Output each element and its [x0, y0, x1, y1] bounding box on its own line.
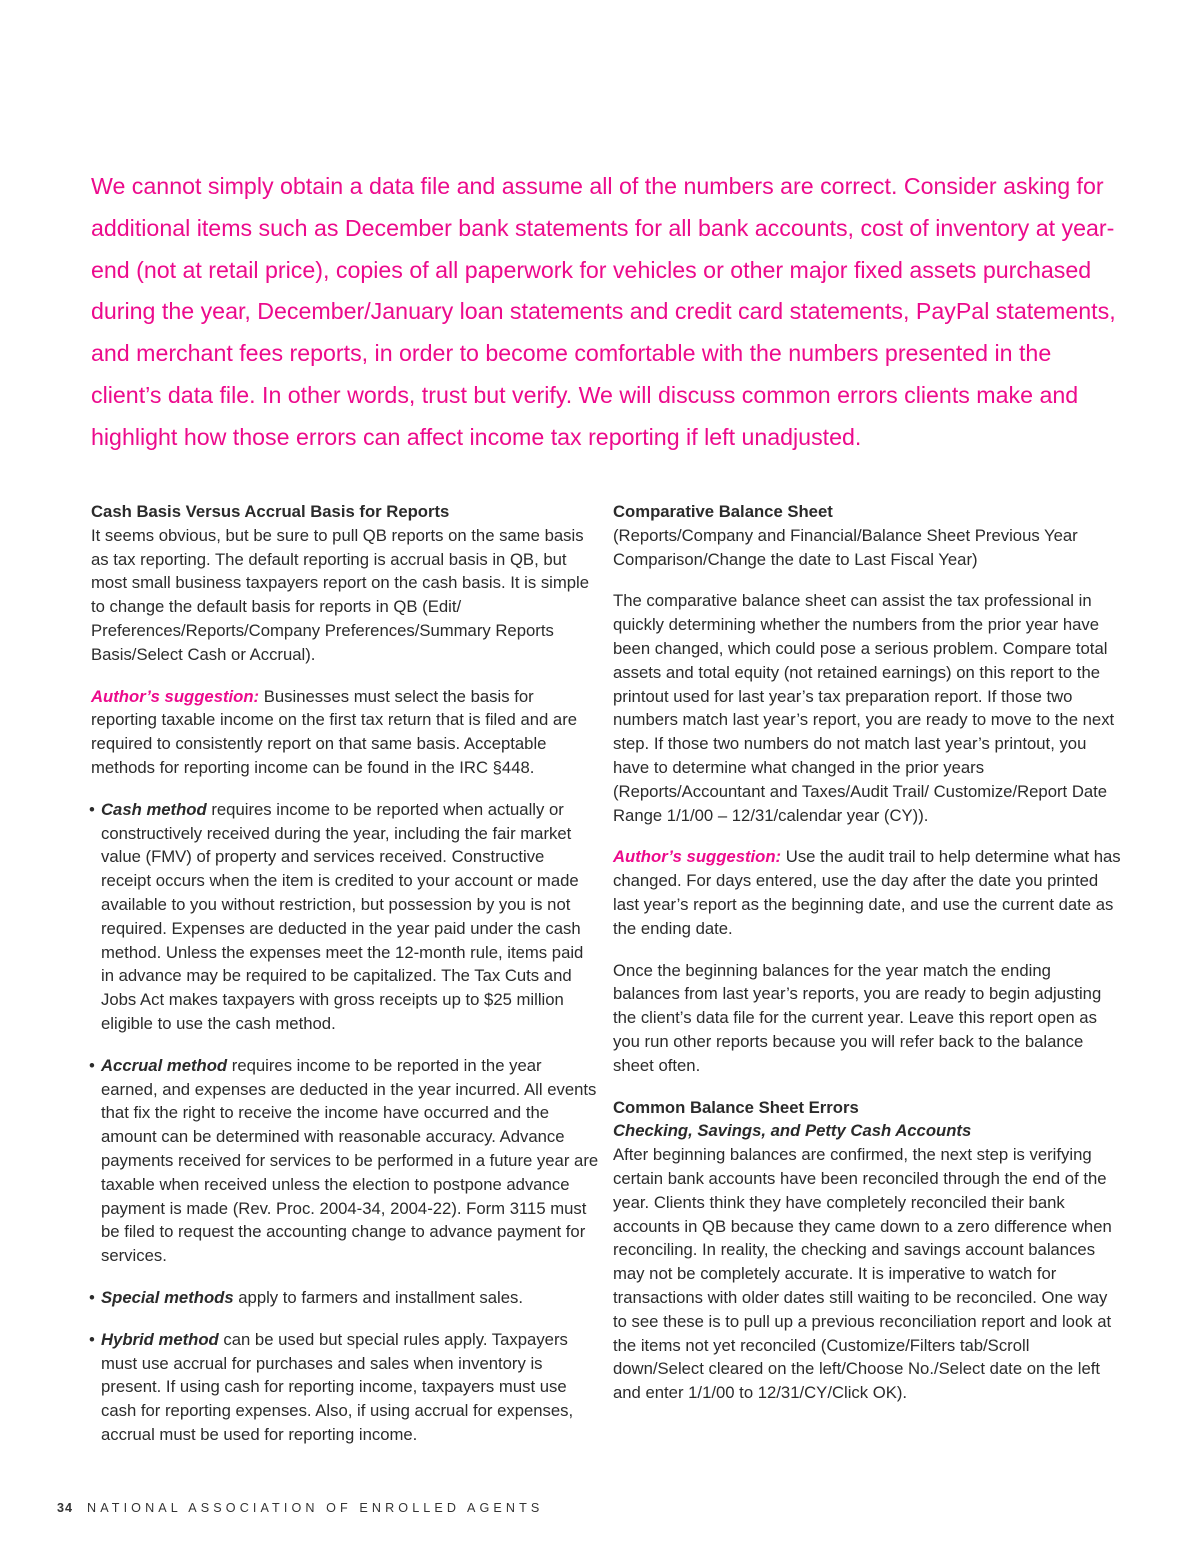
desc-cash-method: requires income to be reported when actually or constructively received during the year, including the fair market value (FMV) of property and services received. Constructive receipt occurs when the item is credited to your account or made available to you without restriction, but possession by you is not required. Expenses are deducted in the year paid under the cash method. Unless the expenses meet the 12-month rule, items paid in advance may be required to be capitalized. The Tax Cuts and Jobs Act makes taxpayers with gross receipts up to $25 million eligible to use the cash method. [101, 799, 584, 1033]
list-item-accrual-method [91, 1054, 599, 1268]
list-item-cash-method [91, 798, 599, 1036]
section-heading-common-errors: Common Balance Sheet Errors [613, 1097, 859, 1117]
term-special-methods: Special methods [101, 1287, 234, 1307]
intro-callout: We cannot simply obtain a data file and assume all of the numbers are correct. Consider asking for additional items such as December bank statements for all bank accounts, cost of inventory at year-end (not at retail price), copies of all paperwork for vehicles or other major fixed assets purchased during the year, December/January loan statements and credit card statements, PayPal statements, and merchant fees reports, in order to become comfortable with the numbers presented in the client’s data file. In other words, trust but verify. We will discuss common errors clients make and highlight how those errors can affect income tax reporting if left unadjusted. [91, 173, 1116, 450]
author-suggestion-text: Businesses must select the basis for reporting taxable income on the first tax return that is filed and are required to consistently report on that same basis. Acceptable methods for reporting income can be found in the IRC §448. [91, 686, 578, 777]
footer-org-name: NATIONAL ASSOCIATION OF ENROLLED AGENTS [87, 1501, 544, 1515]
left-column [91, 500, 599, 1465]
list-item-hybrid-method [91, 1328, 599, 1447]
term-accrual-method: Accrual method [101, 1055, 228, 1075]
term-hybrid-method: Hybrid method [101, 1329, 219, 1349]
right-column [613, 500, 1121, 1405]
author-suggestion-label: Author’s suggestion: [613, 847, 782, 867]
beginning-balances-paragraph: Once the beginning balances for the year match the ending balances from last year’s reports, you are ready to begin adjusting the client’s data file for the current year. Leave this report open as you run other reports because you will refer back to the balance sheet often. [613, 960, 1102, 1075]
term-cash-method: Cash method [101, 799, 207, 819]
desc-accrual-method: requires income to be reported in the year earned, and expenses are deducted in the year incurred. All events that fix the right to receive the income have occurred and the amount can be determined with reasonable accuracy. Advance payments received for services to be performed in a future year are taxable when received unless the election to postpone advance payment is made (Rev. Proc. 2004-34, 2004-22). Form 3115 must be filed to request the accounting change to advance payment for services. [101, 1055, 599, 1266]
author-suggestion-right [613, 845, 1121, 940]
reconciliation-paragraph: After beginning balances are confirmed, the next step is verifying certain bank accounts have been reconciled through the end of the year. Clients think they have completely reconciled their bank accounts in QB because they came down to a zero difference when reconciling. In reality, the checking and savings account balances may not be completely accurate. It is imperative to watch for transactions with older dates still waiting to be reconciled. One way to see these is to pull up a previous reconciliation report and look at the items not yet reconciled (Customize/Filters tab/Scroll down/Select cleared on the left/Choose No./Select date on the left and enter 1/1/00 to 12/31/CY/Click OK). [613, 1145, 1112, 1403]
report-path: (Reports/Company and Financial/Balance Sheet Previous Year Comparison/Change the date to Last Fiscal Year) [613, 525, 1078, 569]
author-suggestion-text: Use the audit trail to help determine what has changed. For days entered, use the day after the date you printed last year’s report as the beginning date, and use the current date as the ending date. [613, 847, 1121, 938]
author-suggestion-left [91, 685, 599, 780]
list-item-special-methods [91, 1286, 599, 1310]
page-number: 34 [57, 1501, 74, 1515]
page-footer [57, 1501, 543, 1515]
comparative-paragraph: The comparative balance sheet can assist the tax professional in quickly determining whether the numbers from the prior year have been changed, which could pose a serious problem. Compare total assets and total equity (not retained earnings) on this report to the printout used for last year’s tax preparation report. If those two numbers match last year’s report, you are ready to move to the next step. If those two numbers do not match last year’s printout, you have to determine what changed in the prior years (Reports/Accountant and Taxes/Audit Trail/ Customize/Report Date Range 1/1/00 – 12/31/calendar year (CY)). [613, 591, 1115, 825]
cash-accrual-paragraph: It seems obvious, but be sure to pull QB reports on the same basis as tax reporting. The default reporting is accrual basis in QB, but most small business taxpayers report on the cash basis. It is simple to change the default basis for reports in QB (Edit/ Preferences/Reports/Company Preferences/Summary Reports Basis/Select Cash or Accrual). [91, 525, 590, 664]
section-heading-cash-accrual: Cash Basis Versus Accrual Basis for Reports [91, 502, 450, 521]
desc-special-methods: apply to farmers and installment sales. [233, 1287, 524, 1307]
section-heading-comparative-balance-sheet: Comparative Balance Sheet [613, 502, 833, 521]
methods-list [91, 798, 599, 1447]
author-suggestion-label: Author’s suggestion: [91, 686, 260, 706]
desc-hybrid-method: can be used but special rules apply. Taxpayers must use accrual for purchases and sales when inventory is present. If using cash for reporting income, taxpayers must use cash for reporting expenses. Also, if using accrual for expenses, accrual must be used for reporting income. [101, 1329, 574, 1444]
subheading-checking-savings: Checking, Savings, and Petty Cash Accounts [613, 1121, 972, 1141]
